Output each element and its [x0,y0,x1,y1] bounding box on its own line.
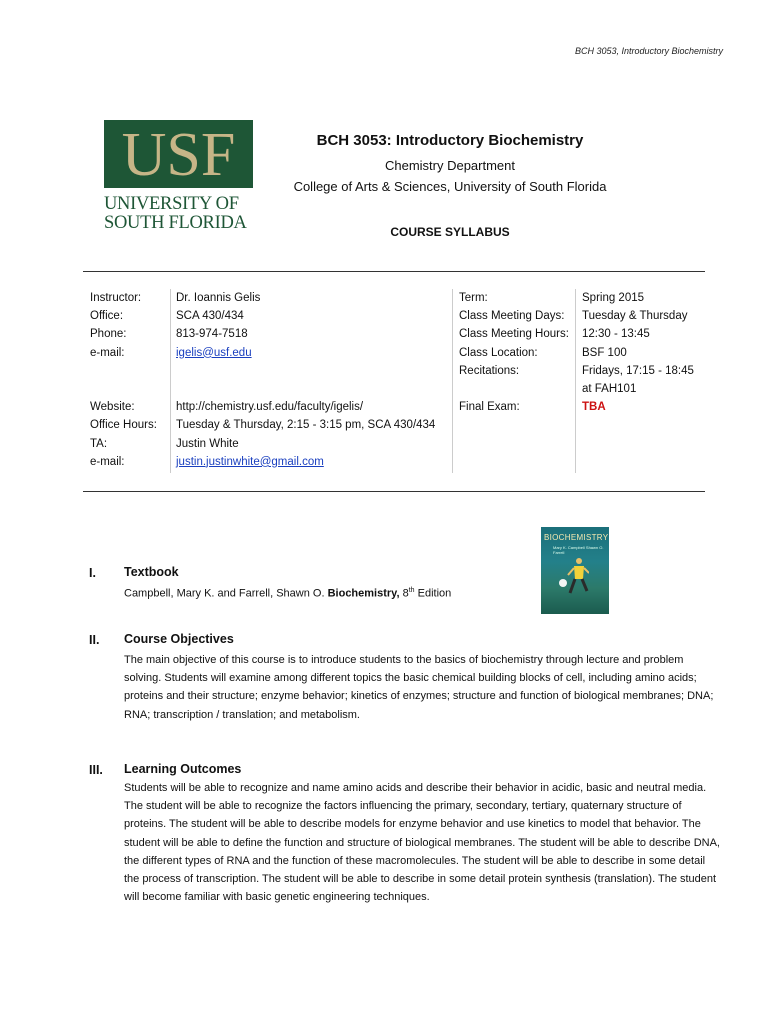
running-header: BCH 3053, Introductory Biochemistry [574,46,723,56]
location-value: BSF 100 [582,346,627,359]
usf-logo-line1: UNIVERSITY OF [104,194,239,214]
office-hours-value: Tuesday & Thursday, 2:15 - 3:15 pm, SCA 430/434 [176,419,436,432]
instructor-email-link[interactable]: igelis@usf.edu [176,346,252,359]
column-divider [452,289,453,473]
term-value: Spring 2015 [582,292,645,304]
section-3-title: Learning Outcomes [124,762,242,776]
label-ta-email: e-mail: [90,455,125,468]
usf-logo-wordmark: USF [121,121,236,189]
department: Chemistry Department [384,158,516,173]
usf-logo [104,120,254,238]
label-office: Office: [90,310,124,323]
label-location: Class Location: [459,346,538,359]
course-title: BCH 3053: Introductory Biochemistry [316,132,584,149]
college: College of Arts & Sciences, University of South Florida [293,179,607,194]
ta-email-link[interactable]: justin.justinwhite@gmail.com [176,455,324,468]
label-office-hours: Office Hours: [90,419,157,432]
syllabus-heading: COURSE SYLLABUS [390,225,510,239]
section-1-title: Textbook [124,565,179,579]
meeting-hours-value: 12:30 - 13:45 [582,328,650,341]
textbook-citation [124,582,720,603]
textbook-edition-number: 8 [402,587,409,600]
textbook-authors: Campbell, Mary K. and Farrell, Shawn O. [124,587,325,600]
recitations-location: at FAH101 [582,382,637,395]
website-value[interactable]: http://chemistry.usf.edu/faculty/igelis/ [176,401,364,414]
final-exam-value: TBA [582,401,606,414]
textbook-title: Biochemistry, [327,587,400,600]
info-right-labels [459,289,569,416]
info-right-values [582,289,694,416]
textbook-edition-word: Edition [417,587,452,600]
textbook-edition-sup: th [408,587,415,594]
info-left-values [176,289,435,471]
usf-logo-line2: SOUTH FLORIDA [104,213,247,233]
book-cover-title: BIOCHEMISTRY [544,533,609,542]
section-2-number: II. [89,633,100,647]
label-phone: Phone: [90,328,127,341]
label-recitations: Recitations: [459,364,520,377]
office-value: SCA 430/434 [176,310,244,323]
usf-logo-box [104,120,253,188]
info-left-labels [90,289,157,471]
label-email: e-mail: [90,346,125,359]
ta-name: Justin White [176,437,239,450]
top-rule [83,271,705,272]
label-meeting-hours: Class Meeting Hours: [459,328,569,341]
objectives-text: The main objective of this course is to introduce students to the basics of biochemistry through lecture and problem solving. Students will examine among different topics the basic chemical building blocks of cell, including amino acids; proteins and their structure; enzyme behavior; kinetics of enzymes; structure and function of biological membranes; DNA; RNA; transcription / translation; and metabolism. [124,654,714,721]
column-divider [170,289,171,473]
section-2-title: Course Objectives [124,632,234,646]
label-website: Website: [90,401,135,414]
label-meeting-days: Class Meeting Days: [459,310,565,323]
label-instructor: Instructor: [90,292,142,304]
outcomes-text: Students will be able to recognize and name amino acids and describe their behavior in acidic, basic and neutral media. The student will be able to recognize the factors influencing the primary, secondary, tertiary, quaternary structure of proteins. The student will be able to describe models for enzyme behavior and use kinetics to model that behavior. The student will be able to define the function and structure of biological membranes. The student will be able to describe DNA, the different types of RNA and the function of these macromolecules. The student will be able to describe in some detail the process of transcription. The student will be able to describe in some detail protein synthesis (translation). The student will become familiar with basic genetic engineering techniques. [124,782,720,904]
recitations-value: Fridays, 17:15 - 18:45 [582,364,694,377]
title-block [270,132,630,194]
label-ta: TA: [90,437,108,450]
phone-value: 813-974-7518 [176,328,248,341]
instructor-name: Dr. Ioannis Gelis [176,292,261,304]
section-3-number: III. [89,763,103,777]
label-final-exam: Final Exam: [459,401,520,414]
label-term: Term: [459,292,488,304]
section-1-number: I. [89,566,96,580]
column-divider [575,289,576,473]
bottom-rule [83,491,705,492]
book-cover-authors: Mary K. Campbell Shawn O. Farrell [553,545,604,555]
meeting-days-value: Tuesday & Thursday [582,310,688,323]
